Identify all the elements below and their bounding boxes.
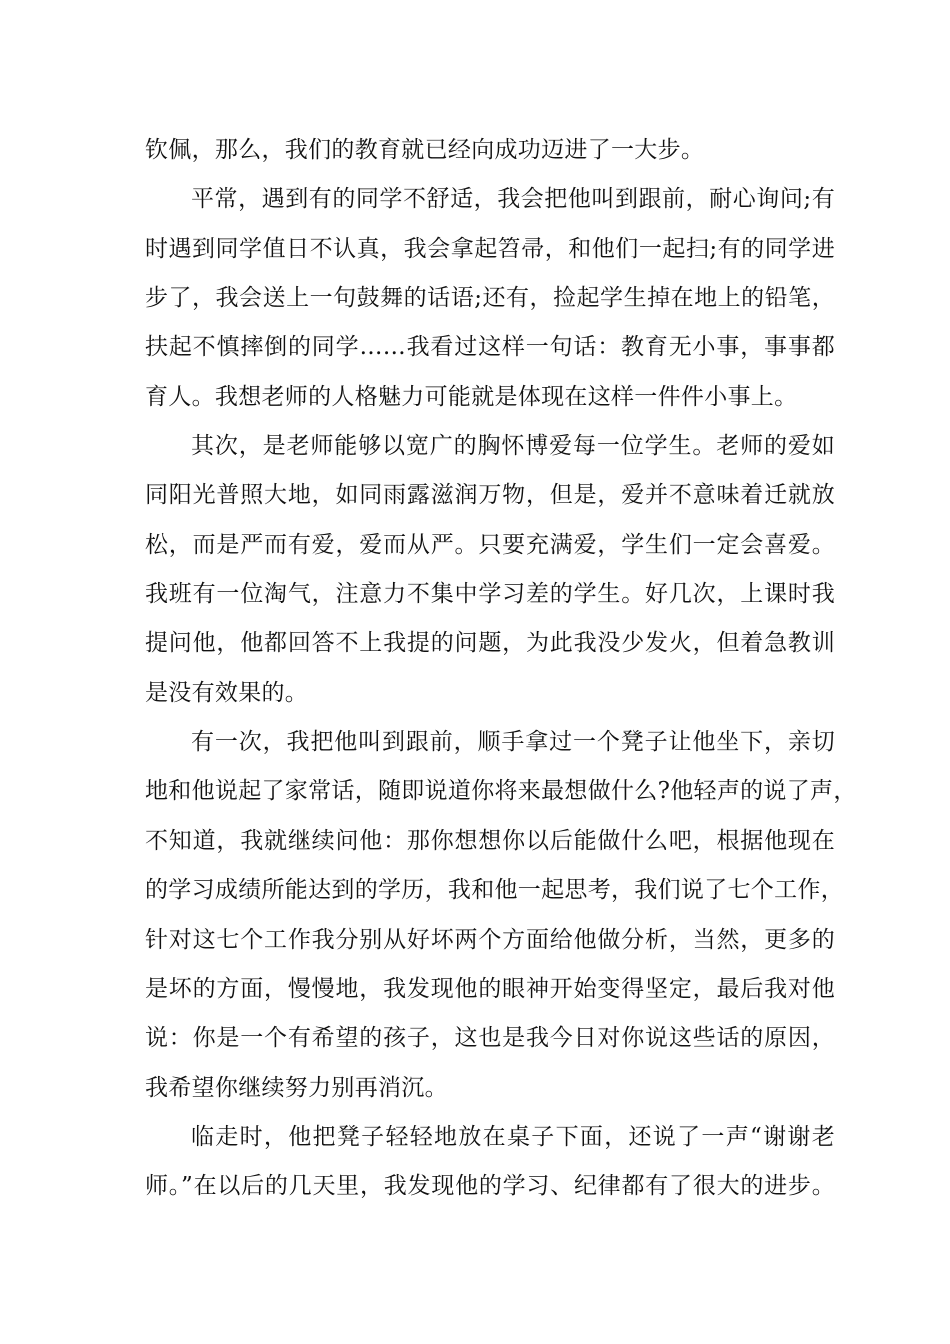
text-line: 不知道，我就继续问他：那你想想你以后能做什么吧，根据他现在 bbox=[145, 827, 835, 854]
body-text bbox=[145, 126, 857, 1212]
text-line: 是没有效果的。 bbox=[145, 679, 309, 706]
text-line: 地和他说起了家常话，随即说道你将来最想做什么?他轻声的说了声， bbox=[145, 778, 857, 805]
text-line: 我希望你继续努力别再消沉。 bbox=[145, 1074, 448, 1101]
paragraph-first-line: 有一次，我把他叫到跟前，顺手拿过一个凳子让他坐下，亲切 bbox=[191, 729, 835, 756]
text-line: 师。”在以后的几天里，我发现他的学习、纪律都有了很大的进步。 bbox=[145, 1173, 835, 1200]
paragraph-first-line: 其次，是老师能够以宽广的胸怀博爱每一位学生。老师的爱如 bbox=[191, 433, 835, 460]
text-line: 松，而是严而有爱，爱而从严。只要充满爱，学生们一定会喜爱。 bbox=[145, 531, 835, 558]
text-line: 步了，我会送上一句鼓舞的话语;还有，捡起学生掉在地上的铅笔， bbox=[145, 285, 835, 312]
text-line: 时遇到同学值日不认真，我会拿起笤帚，和他们一起扫;有的同学进 bbox=[145, 235, 835, 262]
text-line: 的学习成绩所能达到的学历，我和他一起思考，我们说了七个工作， bbox=[145, 877, 844, 904]
text-line: 育人。我想老师的人格魅力可能就是体现在这样一件件小事上。 bbox=[145, 383, 798, 410]
paragraph-first-line: 临走时，他把凳子轻轻地放在桌子下面，还说了一声“谢谢老 bbox=[191, 1123, 835, 1150]
text-line: 我班有一位淘气，注意力不集中学习差的学生。好几次，上课时我 bbox=[145, 581, 835, 608]
text-line: 钦佩，那么，我们的教育就已经向成功迈进了一大步。 bbox=[145, 137, 705, 163]
paragraph-first-line: 平常，遇到有的同学不舒适，我会把他叫到跟前，耐心询问;有 bbox=[191, 186, 835, 213]
text-line: 针对这七个工作我分别从好坏两个方面给他做分析，当然，更多的 bbox=[145, 926, 835, 953]
text-line: 是坏的方面，慢慢地，我发现他的眼神开始变得坚定，最后我对他 bbox=[145, 975, 835, 1002]
text-line: 同阳光普照大地，如同雨露滋润万物，但是，爱并不意味着迁就放 bbox=[145, 482, 835, 509]
text-line: 说：你是一个有希望的孩子，这也是我今日对你说这些话的原因， bbox=[145, 1025, 835, 1052]
text-line: 提问他，他都回答不上我提的问题，为此我没少发火，但着急教训 bbox=[145, 630, 835, 657]
text-line: 扶起不慎摔倒的同学……我看过这样一句话：教育无小事，事事都 bbox=[145, 334, 835, 361]
